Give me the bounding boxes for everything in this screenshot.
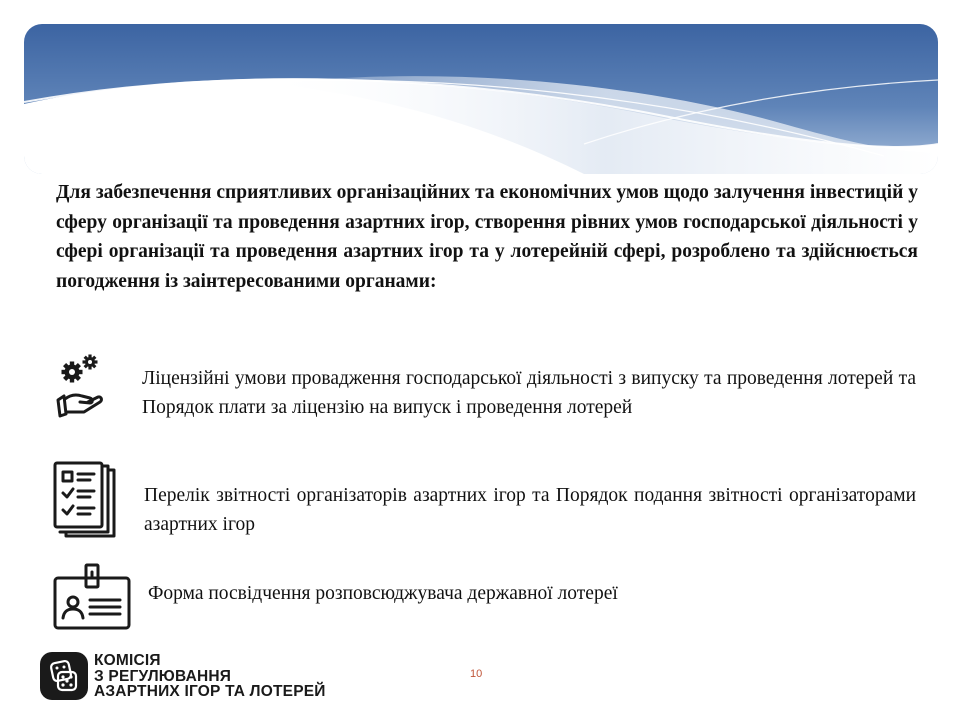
intro-paragraph: Для забезпечення сприятливих організаційних та економічних умов щодо залучення інвестицій у сферу організації та проведення азартних ігор, створення рівних умов господарської діяльності у сфері організації та проведення азартних ігор та у лотерейній сфері, розроблено та здійснюється погодження із заінтересованими органами:: [56, 182, 918, 292]
checklist-documents-icon: [52, 460, 120, 540]
item-text: Ліцензійні умови провадження господарської діяльності з випуску та проведення лотерей та Порядок плати за ліцензію на випуск і проведення лотерей: [142, 368, 916, 418]
logo-line-2: З РЕГУЛЮВАННЯ: [94, 667, 232, 685]
gears-hand-icon: [54, 352, 106, 418]
item-text: Форма посвідчення розповсюджувача державної лотереї: [148, 583, 618, 604]
logo-line-3: АЗАРТНИХ ІГОР ТА ЛОТЕРЕЙ: [94, 683, 326, 700]
commission-logo: [40, 652, 340, 700]
logo-mark: [40, 652, 88, 700]
page-number: 10: [470, 668, 483, 680]
logo-text: [94, 653, 326, 700]
item-text: Перелік звітності організаторів азартних ігор та Порядок подання звітності організаторами азартних ігор: [144, 485, 916, 535]
dice-icon: [40, 652, 88, 700]
logo-line-1: КОМІСІЯ: [94, 652, 161, 669]
header-banner: [24, 24, 938, 174]
id-badge-icon: [52, 562, 132, 632]
